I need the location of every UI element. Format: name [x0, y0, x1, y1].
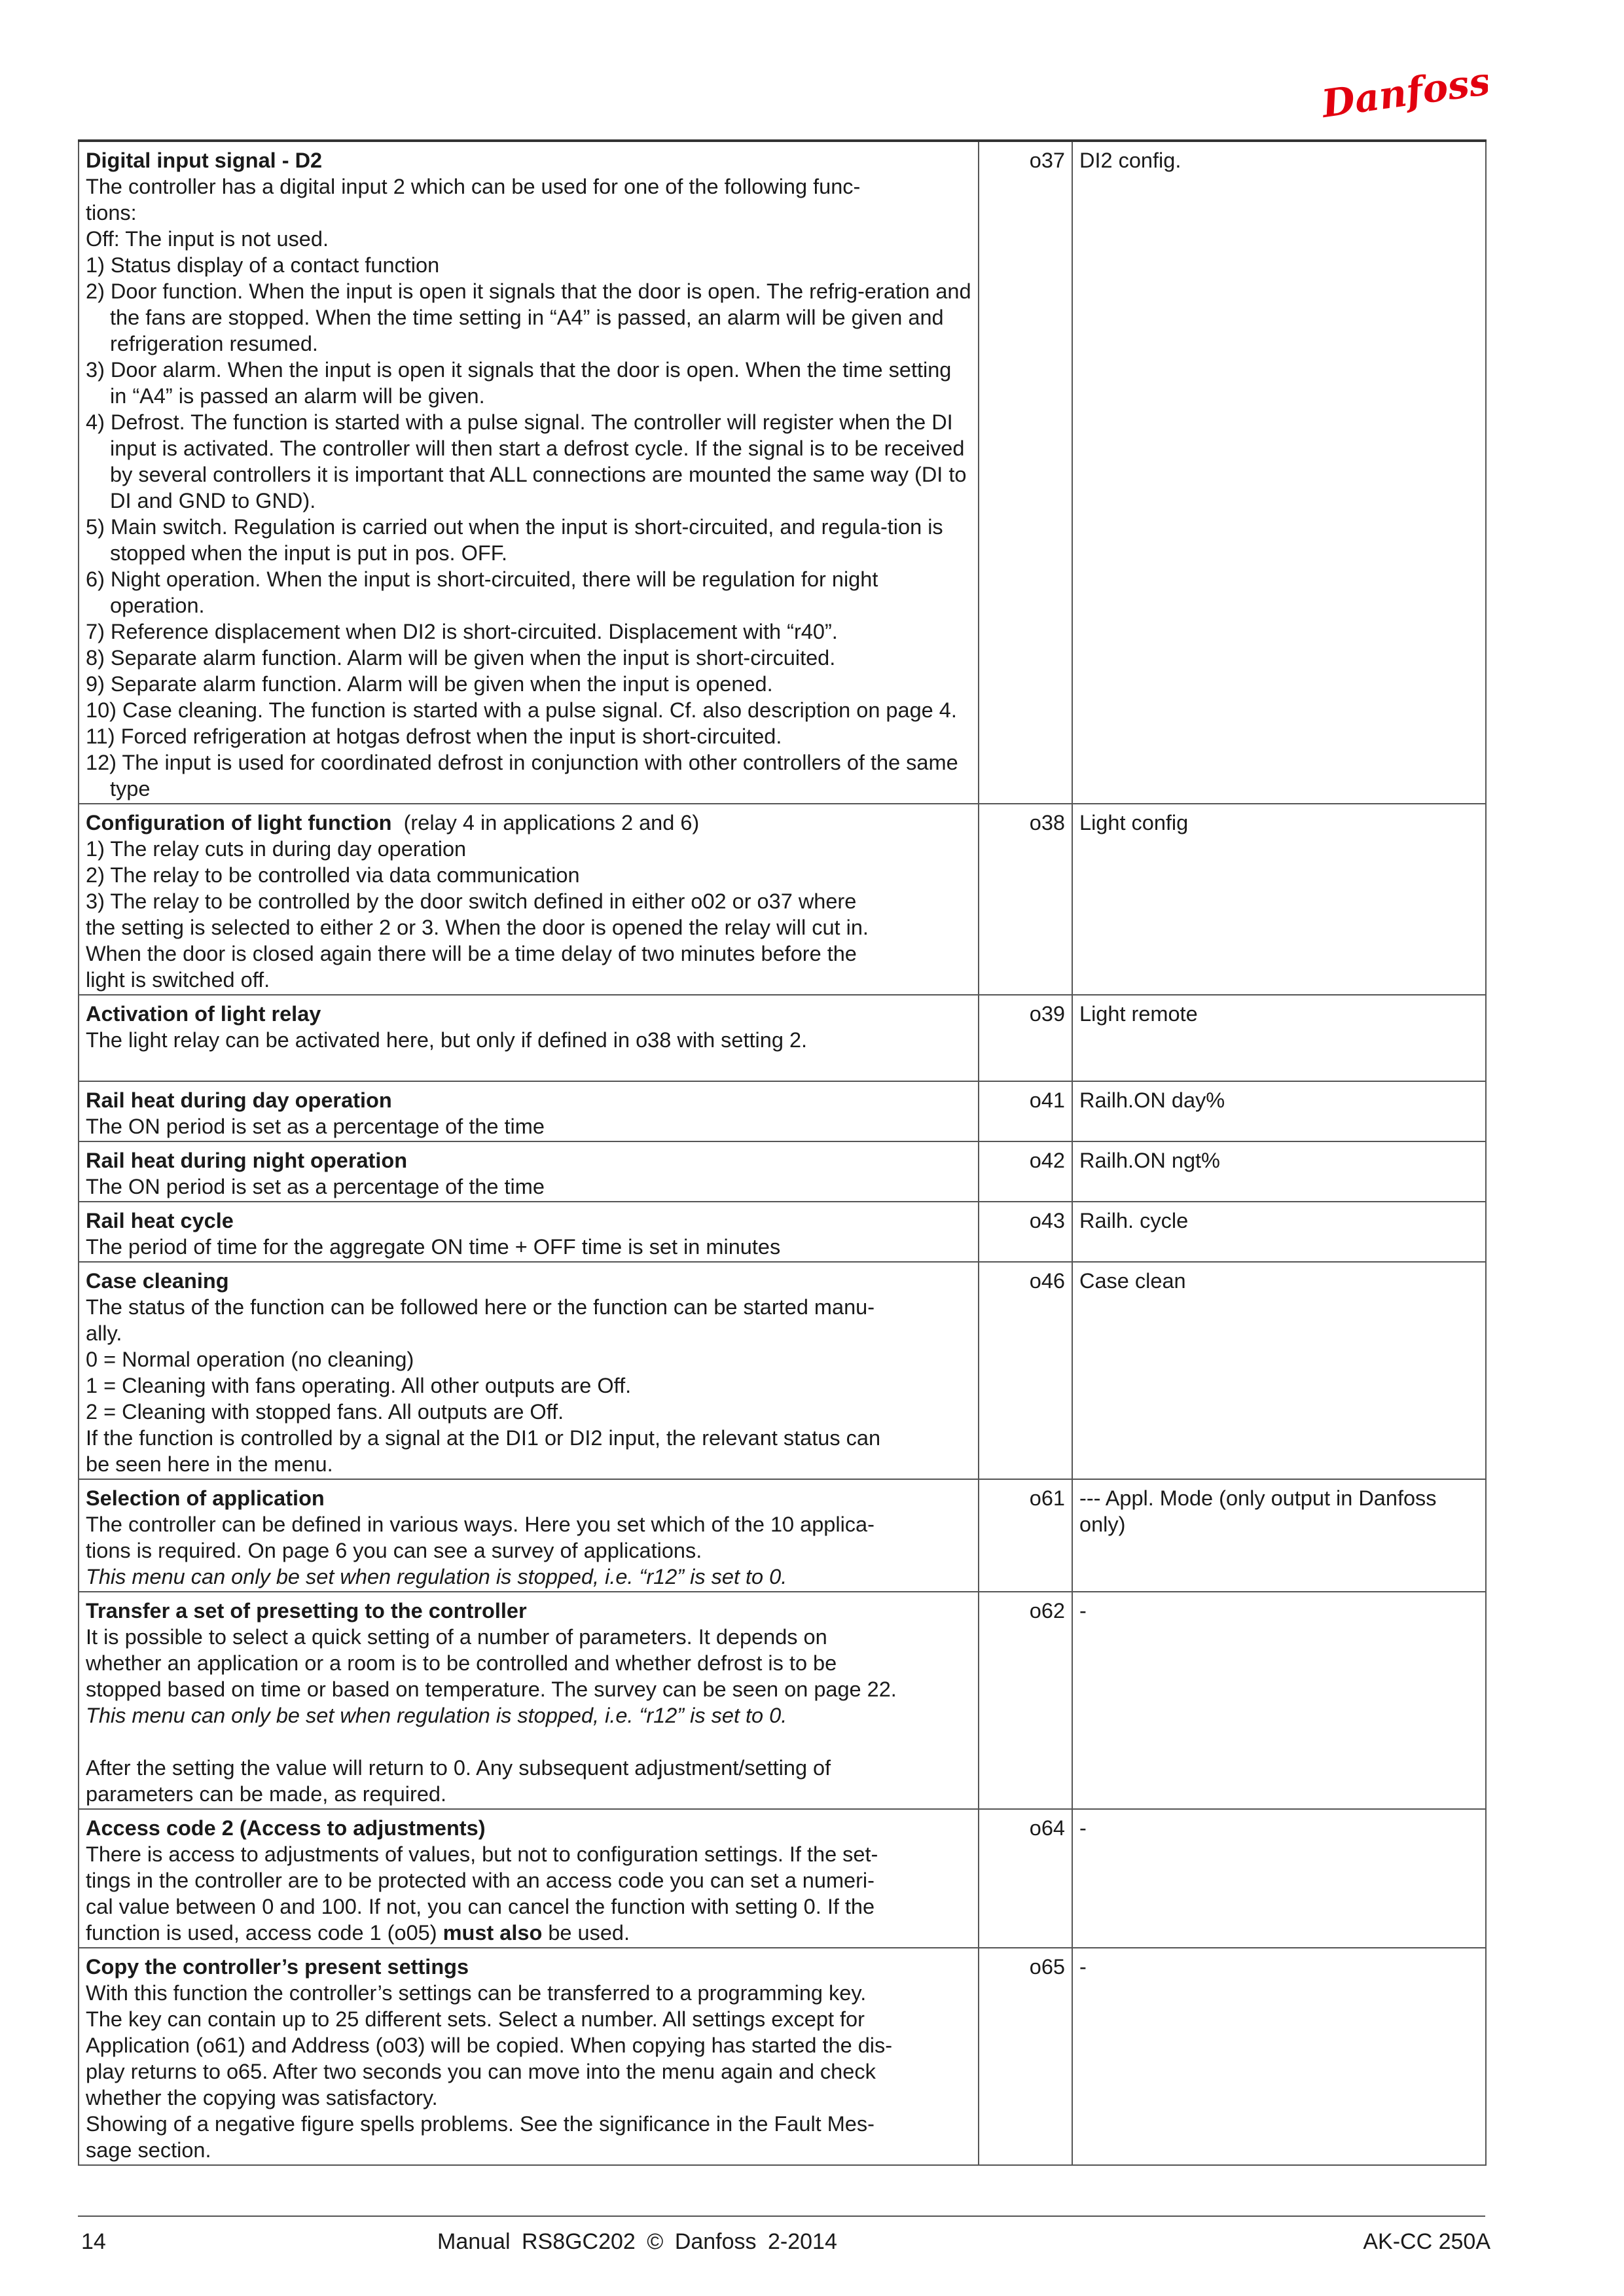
- list-item: 3) Door alarm. When the input is open it signals that the door is open. When the time setting in “A4” is passed an alarm will be given.: [86, 358, 952, 408]
- description-cell: [79, 1479, 979, 1592]
- text-line: 0 = Normal operation (no cleaning): [86, 1348, 414, 1371]
- table-row: [79, 141, 1486, 804]
- text-line: tings in the controller are to be protected with an access code you can set a numeri-: [86, 1869, 875, 1892]
- parameter-name: Railh. cycle: [1072, 1202, 1486, 1262]
- text-line: Off: The input is not used.: [86, 227, 329, 251]
- text-line: whether an application or a room is to be controlled and whether defrost is to be: [86, 1651, 837, 1675]
- note-line: This menu can only be set when regulation is stopped, i.e. “r12” is set to 0.: [86, 1565, 787, 1588]
- parameter-name: -: [1072, 1948, 1486, 2165]
- text-line: light is switched off.: [86, 968, 270, 992]
- text-line: play returns to o65. After two seconds you can move into the menu again and check: [86, 2060, 876, 2083]
- text-line: the setting is selected to either 2 or 3. When the door is opened the relay will cut in.: [86, 916, 869, 939]
- table-row: [79, 1948, 1486, 2165]
- text-line: The light relay can be activated here, but only if defined in o38 with setting 2.: [86, 1028, 808, 1052]
- row-title: Activation of light relay: [86, 1002, 321, 1026]
- list-item: 9) Separate alarm function. Alarm will be given when the input is opened.: [86, 672, 773, 696]
- text-line: tions is required. On page 6 you can see a survey of applications.: [86, 1539, 702, 1562]
- text-line: The ON period is set as a percentage of the time: [86, 1115, 545, 1138]
- text-line: The period of time for the aggregate ON time + OFF time is set in minutes: [86, 1235, 781, 1259]
- name-line: only): [1079, 1513, 1126, 1536]
- parameter-code: o41: [979, 1081, 1072, 1141]
- parameter-code: o64: [979, 1809, 1072, 1948]
- description-cell: [79, 1592, 979, 1809]
- parameter-name: [1072, 1479, 1486, 1592]
- parameter-name: Light remote: [1072, 995, 1486, 1081]
- parameter-code: o38: [979, 804, 1072, 995]
- description-cell: [79, 141, 979, 804]
- table-row: [79, 1081, 1486, 1141]
- parameter-name: -: [1072, 1592, 1486, 1809]
- text-line: 1) Status display of a contact function: [86, 253, 440, 277]
- row-title: Configuration of light function: [86, 811, 392, 834]
- text-line: The controller has a digital input 2 which can be used for one of the following func-: [86, 175, 861, 198]
- table-row: [79, 1809, 1486, 1948]
- row-title: Digital input signal - D2: [86, 149, 323, 172]
- text-line: The controller can be defined in various ways. Here you set which of the 10 applica-: [86, 1513, 875, 1536]
- footer-company: Danfoss: [674, 2229, 757, 2254]
- list-item: 5) Main switch. Regulation is carried out when the input is short-circuited, and regula-tion is stopped when the input is put in pos. OFF.: [86, 515, 943, 565]
- parameter-code: o62: [979, 1592, 1072, 1809]
- row-title: Rail heat cycle: [86, 1209, 234, 1232]
- parameter-name: Railh.ON day%: [1072, 1081, 1486, 1141]
- name-line: --- Appl. Mode (only output in Danfoss: [1079, 1486, 1437, 1510]
- text-line: After the setting the value will return to 0. Any subsequent adjustment/setting of: [86, 1756, 831, 1780]
- table-row: [79, 995, 1486, 1081]
- row-title: Case cleaning: [86, 1269, 229, 1293]
- table-row: [79, 804, 1486, 995]
- table-row: [79, 1479, 1486, 1592]
- text-line: The status of the function can be followed here or the function can be started manu-: [86, 1295, 875, 1319]
- description-cell: [79, 804, 979, 995]
- parameter-code: o61: [979, 1479, 1072, 1592]
- note-line: This menu can only be set when regulation is stopped, i.e. “r12” is set to 0.: [86, 1704, 787, 1727]
- text-line: 3) The relay to be controlled by the door switch defined in either o02 or o37 where: [86, 889, 857, 913]
- parameter-name: DI2 config.: [1072, 141, 1486, 804]
- text-line: be seen here in the menu.: [86, 1452, 333, 1476]
- description-cell: [79, 1809, 979, 1948]
- text-line: Showing of a negative figure spells problems. See the significance in the Fault Mes-: [86, 2112, 875, 2136]
- description-cell: [79, 1262, 979, 1479]
- parameter-name: -: [1072, 1809, 1486, 1948]
- row-title: Transfer a set of presetting to the controller: [86, 1599, 527, 1623]
- danfoss-logo: [1318, 65, 1488, 124]
- parameter-code: o42: [979, 1141, 1072, 1202]
- list-item: 8) Separate alarm function. Alarm will be given when the input is short-circuited.: [86, 646, 836, 670]
- copyright-icon: ©: [647, 2229, 664, 2254]
- page-number: 14: [81, 2229, 106, 2254]
- parameter-code: o65: [979, 1948, 1072, 2165]
- parameter-code: o43: [979, 1202, 1072, 1262]
- text-line: 1) The relay cuts in during day operation: [86, 837, 467, 861]
- description-cell: [79, 995, 979, 1081]
- description-cell: [79, 1141, 979, 1202]
- text-line: stopped based on time or based on temperature. The survey can be seen on page 22.: [86, 1677, 897, 1701]
- parameter-name: Case clean: [1072, 1262, 1486, 1479]
- table-row: [79, 1262, 1486, 1479]
- description-cell: [79, 1948, 979, 2165]
- logo-wordmark: Danfoss: [1319, 65, 1488, 124]
- footer-divider: [78, 2215, 1485, 2217]
- text-line: There is access to adjustments of values, but not to configuration settings. If the set-: [86, 1842, 878, 1866]
- footer-doc-info: [437, 2229, 837, 2255]
- row-title: Rail heat during night operation: [86, 1149, 408, 1172]
- text-line: It is possible to select a quick setting of a number of parameters. It depends on: [86, 1625, 827, 1649]
- row-title-note: (relay 4 in applications 2 and 6): [403, 811, 700, 834]
- list-item: 10) Case cleaning. The function is started with a pulse signal. Cf. also description on page 4.: [86, 698, 957, 722]
- parameter-name: Light config: [1072, 804, 1486, 995]
- text-line: The ON period is set as a percentage of the time: [86, 1175, 545, 1198]
- parameter-table: [78, 139, 1487, 2166]
- text-line: ally.: [86, 1321, 122, 1345]
- text-segment: function is used, access code 1 (o05): [86, 1921, 443, 1945]
- row-title: Rail heat during day operation: [86, 1088, 392, 1112]
- text-line: The key can contain up to 25 different sets. Select a number. All settings except for: [86, 2007, 865, 2031]
- parameter-code: o39: [979, 995, 1072, 1081]
- description-cell: [79, 1081, 979, 1141]
- parameter-code: o37: [979, 141, 1072, 804]
- list-item: 11) Forced refrigeration at hotgas defrost when the input is short-circuited.: [86, 725, 782, 748]
- footer-date: 2-2014: [768, 2229, 837, 2254]
- table-row: [79, 1592, 1486, 1809]
- text-line: 2) The relay to be controlled via data communication: [86, 863, 580, 887]
- list-item: 12) The input is used for coordinated defrost in conjunction with other controllers of the same type: [86, 751, 958, 800]
- parameter-code: o46: [979, 1262, 1072, 1479]
- text-line: 2 = Cleaning with stopped fans. All outputs are Off.: [86, 1400, 564, 1424]
- list-item: 4) Defrost. The function is started with a pulse signal. The controller will register when the DI input is activated. The controller will then start a defrost cycle. If the signal is to be received by several controllers it is important that ALL connections are mounted the same way (DI to DI and GND to GND).: [86, 410, 967, 512]
- text-line: With this function the controller’s settings can be transferred to a programming key.: [86, 1981, 867, 2005]
- text-line: parameters can be made, as required.: [86, 1782, 446, 1806]
- table-row: [79, 1202, 1486, 1262]
- list-item: 6) Night operation. When the input is short-circuited, there will be regulation for night operation.: [86, 567, 878, 617]
- product-name: AK-CC 250A: [1363, 2229, 1490, 2254]
- parameter-name: Railh.ON ngt%: [1072, 1141, 1486, 1202]
- description-cell: [79, 1202, 979, 1262]
- row-title: Copy the controller’s present settings: [86, 1955, 469, 1979]
- text-line: If the function is controlled by a signal at the DI1 or DI2 input, the relevant status can: [86, 1426, 881, 1450]
- row-title: Selection of application: [86, 1486, 325, 1510]
- text-line: When the door is closed again there will be a time delay of two minutes before the: [86, 942, 857, 965]
- list-item: 7) Reference displacement when DI2 is short-circuited. Displacement with “r40”.: [86, 620, 838, 643]
- text-line: sage section.: [86, 2138, 211, 2162]
- text-line: cal value between 0 and 100. If not, you can cancel the function with setting 0. If the: [86, 1895, 875, 1918]
- row-title: Access code 2 (Access to adjustments): [86, 1816, 486, 1840]
- table-row: [79, 1141, 1486, 1202]
- footer-doc-code: RS8GC202: [521, 2229, 636, 2254]
- list-item: 2) Door function. When the input is open it signals that the door is open. The refrig-eration and the fans are stopped. When the time setting in “A4” is passed, an alarm will be given and refrigeration resumed.: [86, 279, 971, 355]
- text-line: tions:: [86, 201, 137, 224]
- text-line: whether the copying was satisfactory.: [86, 2086, 438, 2109]
- footer-doc-type: Manual: [437, 2229, 511, 2254]
- text-line: 1 = Cleaning with fans operating. All other outputs are Off.: [86, 1374, 632, 1397]
- text-line: [86, 1920, 971, 1946]
- text-line: Application (o61) and Address (o03) will be copied. When copying has started the dis-: [86, 2034, 893, 2057]
- text-segment: be used.: [542, 1921, 630, 1945]
- emphasis-text: must also: [442, 1921, 543, 1945]
